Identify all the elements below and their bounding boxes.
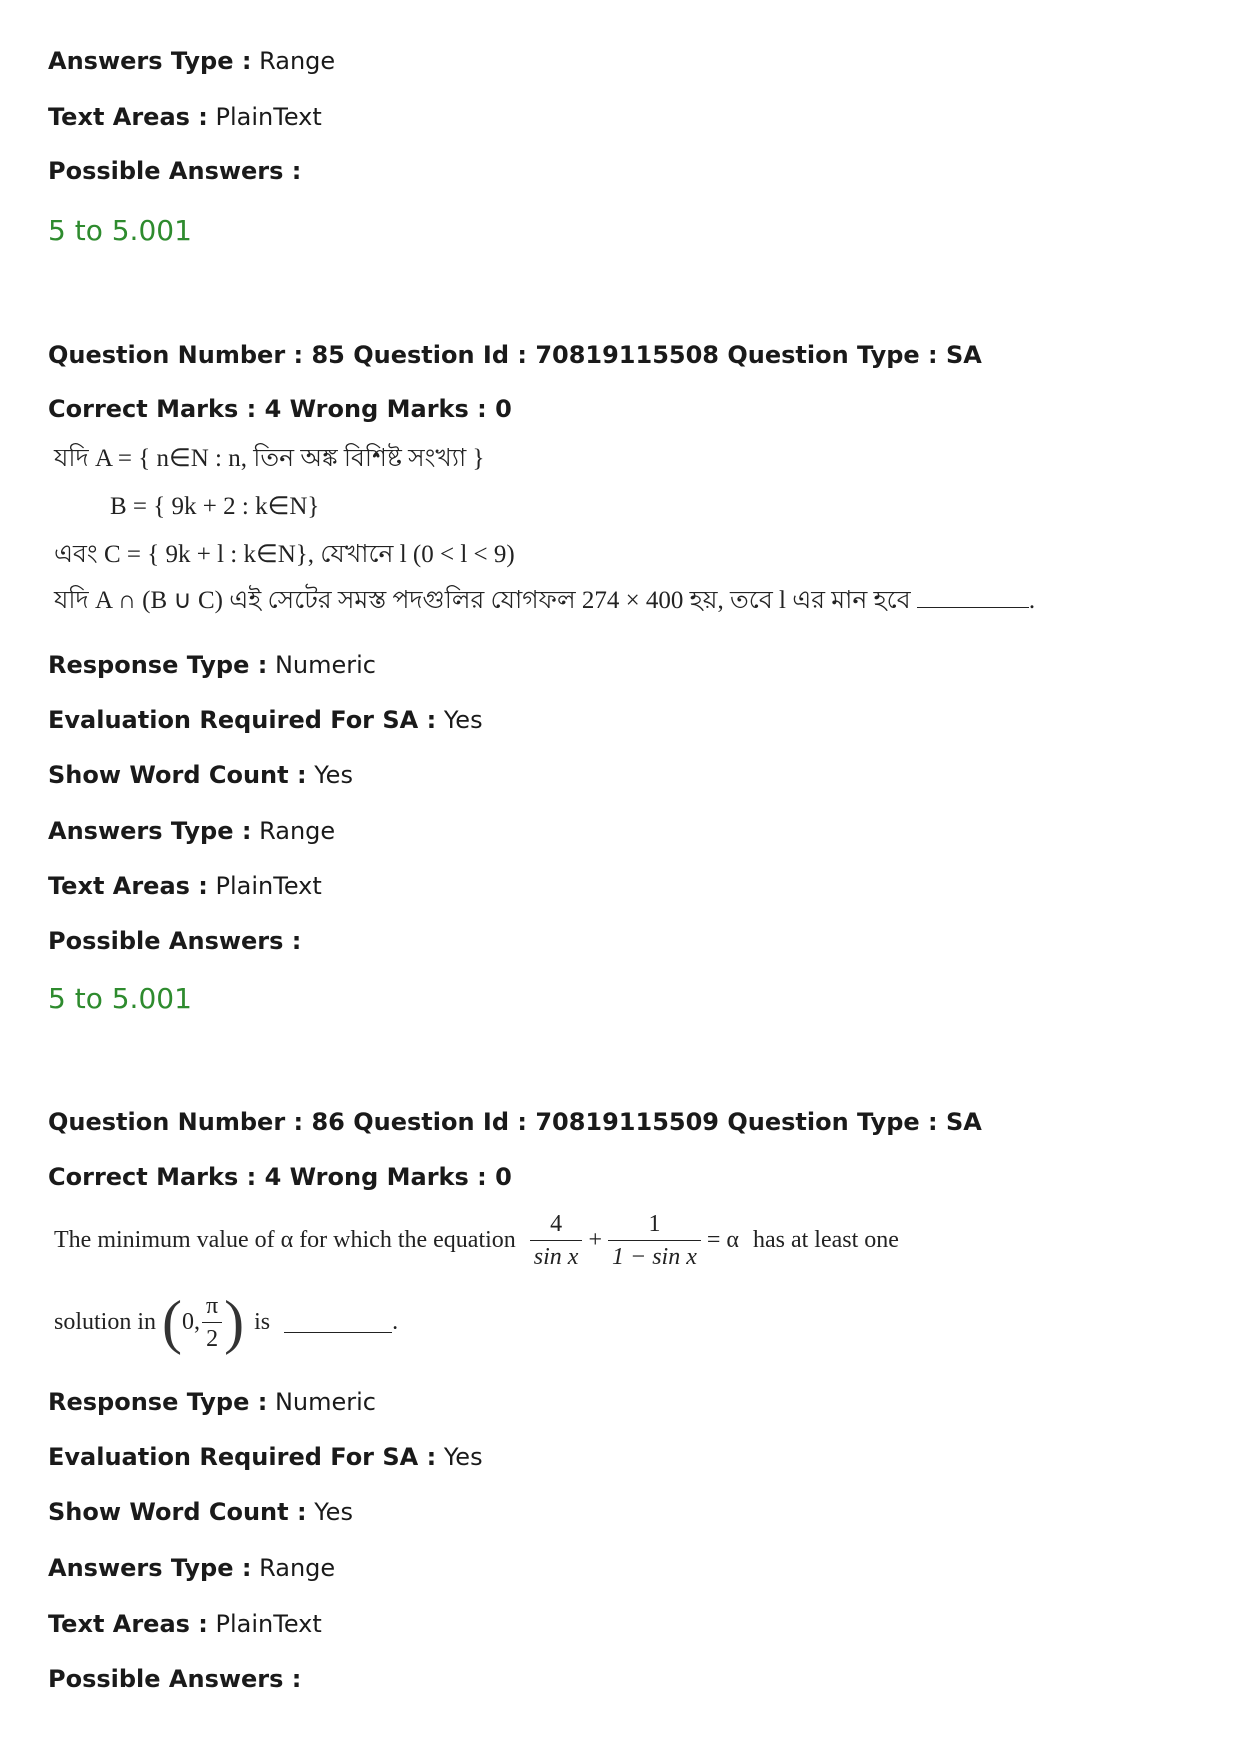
possible-answer: 5 to 5.001 <box>48 982 192 1015</box>
word-count-label: Show Word Count : <box>48 1498 307 1526</box>
answers-type-value: Range <box>259 817 336 845</box>
answers-type-row <box>48 816 335 846</box>
answers-type-row <box>48 46 335 76</box>
fraction-4-over-sinx <box>530 1208 583 1273</box>
possible-answers-row <box>48 156 301 186</box>
evaluation-value: Yes <box>443 706 483 734</box>
fraction-denominator: 1 − sin x <box>612 1243 697 1270</box>
plus-sign: + <box>588 1226 603 1253</box>
text-areas-value: PlainText <box>215 872 322 900</box>
question-86-line-2: solution in ( 0, $\frac{\pi}{2}$ ) is . <box>54 1289 399 1355</box>
question-85-marks <box>48 394 512 424</box>
possible-answers-label: Possible Answers : <box>48 927 302 955</box>
equals-alpha: = α <box>706 1226 739 1253</box>
fraction-1-over-1-minus-sinx <box>608 1208 701 1273</box>
text-areas-row <box>48 1609 322 1639</box>
interval-zero: 0, <box>182 1308 200 1335</box>
question-header-text: Question Number : 85 Question Id : 70819115508 Question Type : SA <box>48 341 982 369</box>
left-paren-icon: ( <box>162 1289 182 1355</box>
evaluation-value: Yes <box>443 1443 483 1471</box>
text-areas-row <box>48 102 322 132</box>
fraction-denominator: 2 <box>206 1325 219 1352</box>
response-type-row <box>48 650 376 680</box>
response-type-label: Response Type : <box>48 651 268 679</box>
response-type-row <box>48 1387 376 1417</box>
question-85-body <box>54 440 1036 620</box>
evaluation-label: Evaluation Required For SA : <box>48 706 437 734</box>
fraction-pi-over-2 <box>202 1290 222 1355</box>
question-85-header <box>48 340 982 370</box>
question-85-line-4: যদি A ∩ (B ∪ C) এই সেটের সমস্ত পদগুলির যোগফল 274 × 400 হয়, তবে l এর মান হবে . <box>54 587 1036 614</box>
fraction-denominator: sin x <box>533 1243 579 1270</box>
question-86-header <box>48 1107 982 1137</box>
question-86-line-1 <box>54 1202 899 1278</box>
question-85-line-4-text: যদি A ∩ (B ∪ C) এই সেটের সমস্ত পদগুলির যোগফল 274 × 400 হয়, তবে l এর মান হবে <box>54 587 911 614</box>
response-type-value: Numeric <box>274 651 376 679</box>
fraction-numerator: 1 <box>608 1208 701 1241</box>
answer-blank <box>284 1312 392 1333</box>
right-paren-icon: ) <box>224 1289 245 1355</box>
answers-type-value: Range <box>259 47 336 75</box>
answers-type-label: Answers Type : <box>48 817 252 845</box>
question-85-line-3: এবং C = { 9k + l : k∈N}, যেখানে l (0 < l < 9) <box>54 541 515 568</box>
word-count-value: Yes <box>314 761 353 789</box>
text-areas-label: Text Areas : <box>48 1610 208 1638</box>
possible-answer: 5 to 5.001 <box>48 214 192 247</box>
response-type-value: Numeric <box>274 1388 376 1416</box>
evaluation-row <box>48 1442 483 1472</box>
question-header-text: Question Number : 86 Question Id : 70819115509 Question Type : SA <box>48 1108 982 1136</box>
answers-type-value: Range <box>259 1554 336 1582</box>
fraction-numerator: 4 <box>530 1208 583 1241</box>
evaluation-label: Evaluation Required For SA : <box>48 1443 437 1471</box>
question-85-line-1: যদি A = { n∈N : n, তিন অঙ্ক বিশিষ্ট সংখ্যা } <box>54 445 485 472</box>
answers-type-label: Answers Type : <box>48 1554 252 1582</box>
word-count-label: Show Word Count : <box>48 761 307 789</box>
answers-type-label: Answers Type : <box>48 47 252 75</box>
text-areas-value: PlainText <box>215 103 322 131</box>
question-86-body <box>54 1202 954 1362</box>
text-areas-label: Text Areas : <box>48 103 208 131</box>
word-count-value: Yes <box>314 1498 353 1526</box>
text-areas-value: PlainText <box>215 1610 322 1638</box>
word-count-row <box>48 760 353 790</box>
marks-text: Correct Marks : 4 Wrong Marks : 0 <box>48 1163 512 1191</box>
evaluation-row <box>48 705 483 735</box>
answer-blank <box>917 587 1029 608</box>
answers-type-row <box>48 1553 335 1583</box>
fraction-numerator: π <box>202 1290 222 1323</box>
marks-text: Correct Marks : 4 Wrong Marks : 0 <box>48 395 512 423</box>
question-86-marks <box>48 1162 512 1192</box>
word-count-row <box>48 1497 353 1527</box>
possible-answers-label: Possible Answers : <box>48 157 302 185</box>
response-type-label: Response Type : <box>48 1388 268 1416</box>
question-86-text-2: has at least one <box>752 1226 899 1253</box>
text-areas-row <box>48 871 322 901</box>
possible-answers-label: Possible Answers : <box>48 1665 302 1693</box>
question-85-line-2: B = { 9k + 2 : k∈N} <box>110 493 320 520</box>
possible-answers-row <box>48 926 301 956</box>
text-areas-label: Text Areas : <box>48 872 208 900</box>
question-86-text-4: is <box>254 1308 271 1335</box>
question-86-text-1: The minimum value of α for which the equation <box>54 1226 516 1253</box>
question-86-text-3: solution in <box>54 1308 157 1335</box>
possible-answers-row <box>48 1664 301 1694</box>
